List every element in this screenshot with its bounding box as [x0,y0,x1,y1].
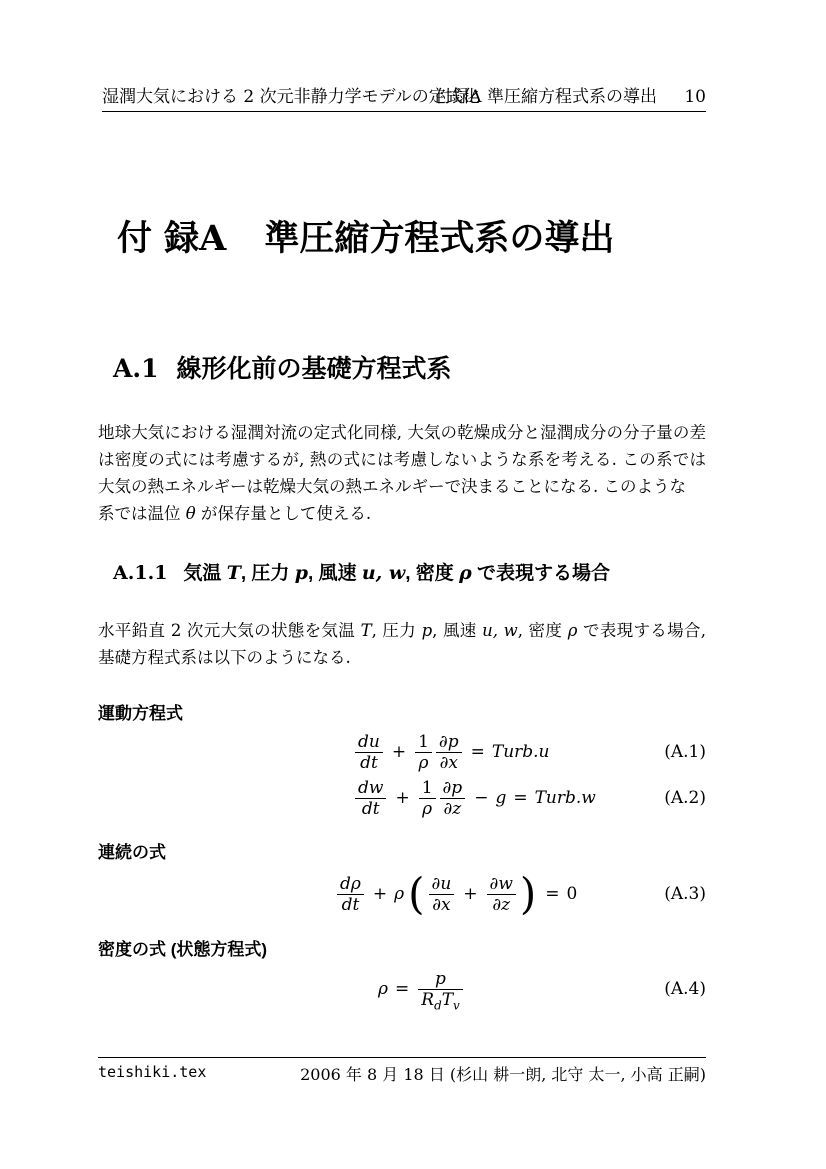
equation-a2 [98,775,706,821]
equation-a3 [98,868,706,919]
denominator: dt [337,894,364,914]
plus-operator: + [372,884,388,904]
paragraph-intro [98,419,706,527]
equation-a4-content [378,966,465,1012]
right-parenthesis: ) [519,868,537,919]
equation-tag: (A.2) [664,788,706,808]
section-number: A.1 [113,354,159,383]
numerator: du [358,731,380,752]
body-line: 系では温位 θ が保存量として使える. [98,504,372,523]
equals-sign: = [395,979,410,999]
equation-a2-content [353,775,596,821]
density-equation-label: 密度の式 (状態方程式) [98,940,268,959]
zero-term: 0 [566,884,578,904]
denominator: dt [355,752,383,772]
header-right-title: 付録A 準圧縮方程式系の導出 [435,87,657,107]
header-left-title: 湿潤大気における 2 次元非静力学モデルの定式化 [102,87,480,107]
equation-tag: (A.3) [664,884,706,904]
page-number: 10 [684,87,706,107]
denominator: ρ [415,752,432,772]
numerator: ∂u [431,873,452,894]
continuity-equation [98,868,706,919]
body-line: は密度の式には考慮するが, 熱の式には考慮しないような系を考える. この系では [98,450,706,469]
denominator: ∂x [436,752,462,772]
fraction [436,733,462,772]
fraction [415,733,432,772]
fraction [419,779,436,818]
section-heading [113,349,452,385]
plus-operator: + [391,742,407,762]
denominator: ρ [419,798,436,818]
equals-sign: = [513,788,528,808]
denominator: ∂z [487,894,516,914]
running-header [102,87,706,112]
numerator: dw [358,777,384,798]
turbulence-term: Turb.w [534,788,596,808]
body-line: 地球大気における湿潤対流の定式化同様, 大気の乾燥成分と湿潤成分の分子量の差 [98,423,706,442]
minus-operator: − [474,788,489,808]
gravity-term: g [495,788,507,808]
fraction [355,779,386,818]
turbulence-term: Turb.u [491,742,550,762]
fraction [429,875,455,914]
numerator: dρ [340,873,361,894]
denominator: dt [355,798,386,818]
continuity-equation-label: 連続の式 [98,843,166,862]
chapter-title: 準圧縮方程式系の導出 [264,219,615,258]
fraction [440,779,466,818]
subsection-heading [113,558,610,585]
density-symbol: ρ [378,979,388,999]
equals-sign: = [545,884,560,904]
fraction [418,968,463,1012]
equation-a4 [98,966,706,1012]
motion-equations-label: 運動方程式 [98,704,183,723]
denominator: ∂z [440,798,466,818]
footer-rule [98,1057,706,1058]
body-line: 基礎方程式系は以下のようになる. [98,648,351,667]
footer-date-authors: 2006 年 8 月 18 日 (杉山 耕一朗, 北守 太一, 小高 正嗣) [300,1065,706,1084]
denominator: $R_dT_v$ [418,989,463,1009]
numerator: ∂p [442,777,463,798]
footer-filename: teishiki.tex [98,1063,207,1081]
equals-sign: = [470,742,485,762]
chapter-heading [117,216,614,262]
equation-tag: (A.4) [664,979,706,999]
subsection-number: A.1.1 [113,562,168,584]
equation-a1-content [353,729,550,775]
subsection-title: 気温 T, 圧力 p, 風速 u, w, 密度 ρ で表現する場合 [183,562,610,584]
equation-a3-content [335,868,578,919]
fraction [355,733,383,772]
motion-equations [98,729,706,821]
fraction [337,875,364,914]
paragraph-variables [98,617,706,671]
body-line: 大気の熱エネルギーは乾燥大気の熱エネルギーで決まることになる. このような [98,477,686,496]
plus-operator: + [463,884,478,904]
numerator: 1 [418,731,429,752]
chapter-number: 付 録A [117,218,227,259]
numerator: p [435,968,446,989]
density-coefficient: ρ [394,884,405,904]
numerator: ∂p [438,731,459,752]
plus-operator: + [395,788,410,808]
numerator: 1 [421,777,433,798]
equation-tag: (A.1) [664,742,706,762]
numerator: ∂w [489,873,513,894]
left-parenthesis: ( [408,868,425,919]
equation-a1 [98,729,706,775]
body-line: 水平鉛直 2 次元大気の状態を気温 T, 圧力 p, 風速 u, w, 密度 ρ で表現する場合, [98,621,706,640]
section-title: 線形化前の基礎方程式系 [176,355,452,383]
fraction [487,875,516,914]
density-equation [98,966,706,1012]
denominator: ∂x [429,894,455,914]
